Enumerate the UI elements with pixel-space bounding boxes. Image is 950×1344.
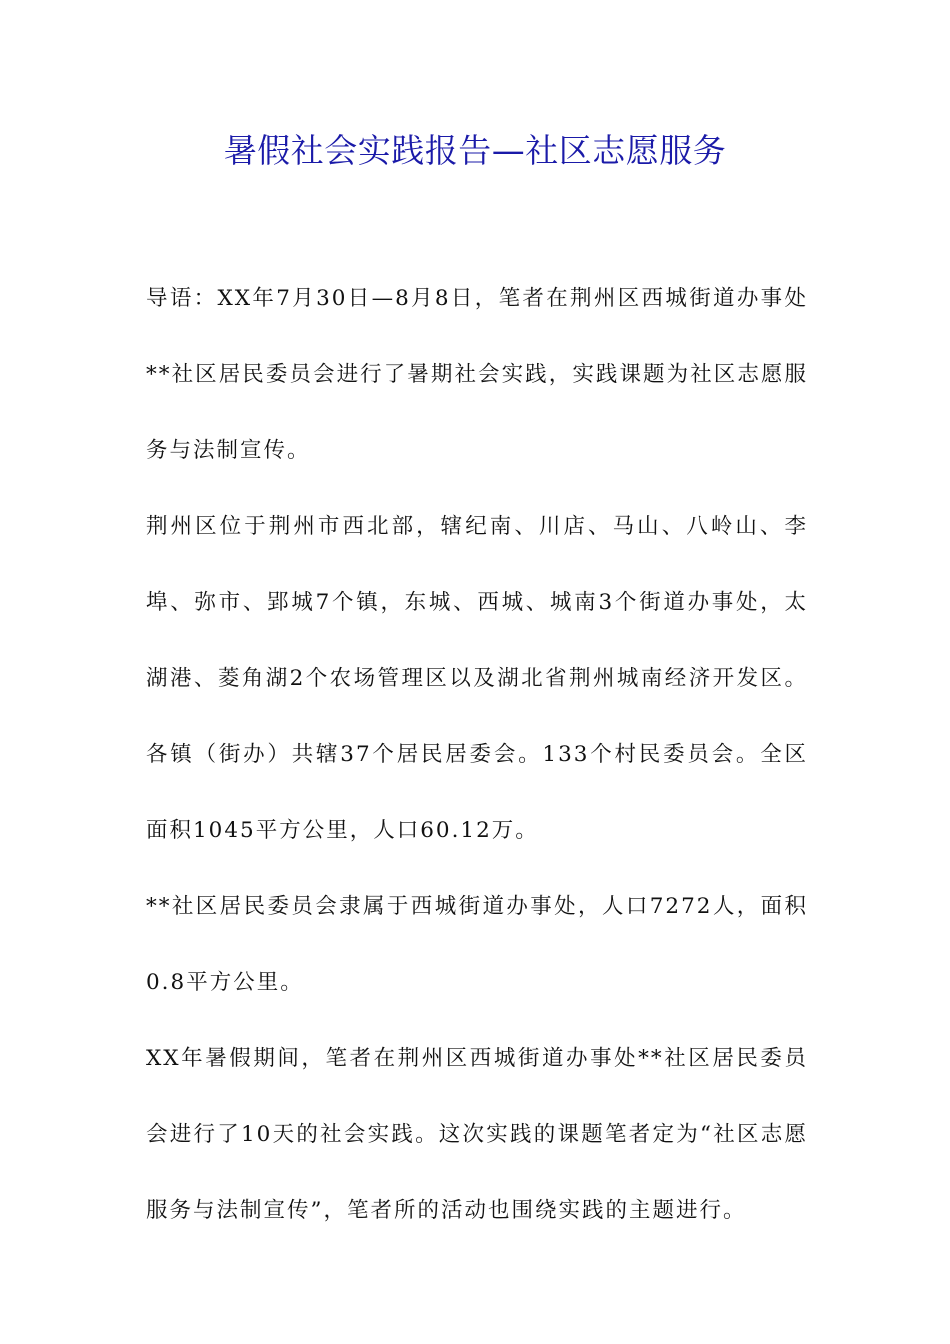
paragraph-practice-summary: XX年暑假期间，笔者在荆州区西城街道办事处**社区居民委员会进行了10天的社会实践。这次实践的课题笔者定为“社区志愿服务与法制宣传”，笔者所的活动也围绕实践的主题进行。 [146, 1046, 808, 1223]
document-body [146, 261, 808, 1249]
paragraph-intro: 导语：XX年7月30日—8月8日，笔者在荆州区西城街道办事处**社区居民委员会进行了暑期社会实践，实践课题为社区志愿服务与法制宣传。 [146, 286, 808, 463]
paragraph-community-info: **社区居民委员会隶属于西城街道办事处，人口7272人，面积0.8平方公里。 [146, 894, 808, 995]
paragraph-district-overview: 荆州区位于荆州市西北部，辖纪南、川店、马山、八岭山、李埠、弥市、郢城7个镇，东城、西城、城南3个街道办事处，太湖港、菱角湖2个农场管理区以及湖北省荆州城南经济开发区。各镇（街办）共辖37个居民居委会。133个村民委员会。全区面积1045平方公里，人口60.12万。 [146, 514, 808, 843]
document-title: 暑假社会实践报告—社区志愿服务 [223, 131, 727, 170]
